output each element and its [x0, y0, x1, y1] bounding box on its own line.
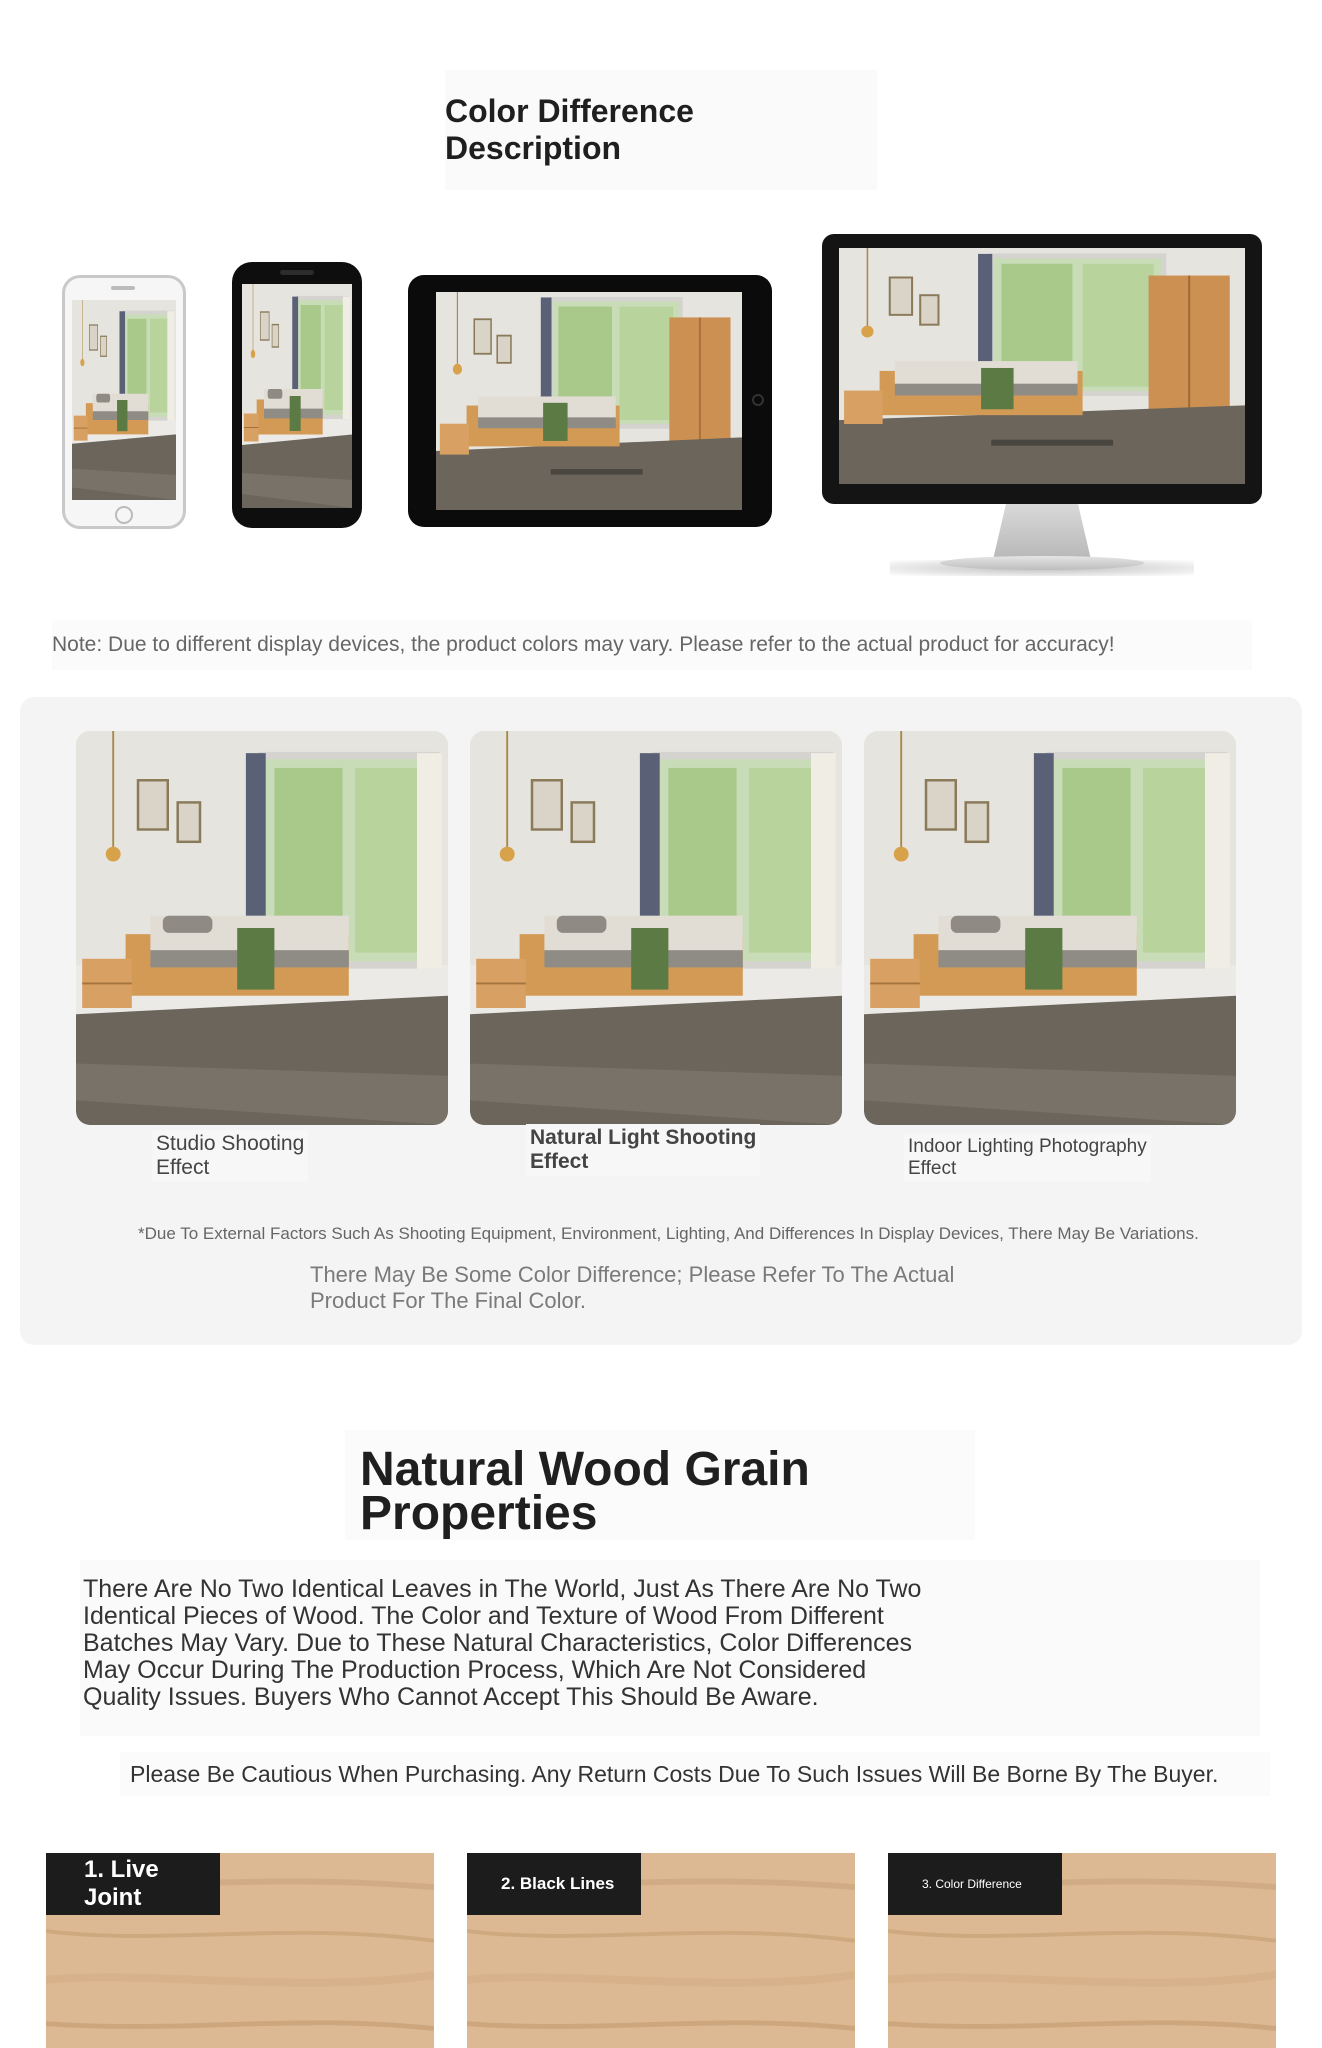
- caption-natural-light: [526, 1124, 760, 1176]
- monitor-stand: [992, 504, 1092, 564]
- phone-notch: [280, 270, 314, 275]
- color-difference-disclaimer: [310, 1262, 1010, 1314]
- purchase-caution: Please Be Cautious When Purchasing. Any Return Costs Due To Such Issues Will Be Borne By The Buyer.: [120, 1752, 1270, 1796]
- wood-sample-color-difference: [888, 1853, 1276, 2048]
- variation-disclaimer: *Due To External Factors Such As Shooting Equipment, Environment, Lighting, And Differences In Display Devices, There May Be Variations.: [138, 1224, 1199, 1243]
- caption-line: Effect: [908, 1158, 957, 1179]
- wood-sample-live-joint: [46, 1853, 434, 2048]
- monitor-screen-room-image: [839, 248, 1245, 484]
- disclaimer-line: Product For The Final Color.: [310, 1288, 586, 1313]
- phone-black-device: [232, 262, 362, 528]
- monitor-stand-base: [940, 556, 1144, 570]
- caption-line: Natural Light Shooting: [530, 1126, 757, 1149]
- phone-speaker: [111, 286, 135, 290]
- phone-white-device: [62, 275, 186, 529]
- title-line: Properties: [360, 1487, 598, 1540]
- paragraph-line: There Are No Two Identical Leaves in The World, Just As There Are No Two: [83, 1575, 922, 1603]
- studio-shooting-photo: [76, 731, 448, 1125]
- wood-sample-label: 1. Live Joint: [46, 1853, 220, 1915]
- display-note: Note: Due to different display devices, the product colors may vary. Please refer to the actual product for accuracy!: [52, 620, 1252, 670]
- phone-screen-room-image: [242, 284, 352, 508]
- caption-line: Indoor Lighting Photography: [908, 1136, 1147, 1157]
- caption-studio: [152, 1130, 308, 1182]
- disclaimer-line: There May Be Some Color Difference; Please Refer To The Actual: [310, 1262, 955, 1287]
- caption-line: Effect: [530, 1150, 589, 1173]
- paragraph-line: May Occur During The Production Process, Which Are Not Considered: [83, 1656, 867, 1684]
- paragraph-line: Quality Issues. Buyers Who Cannot Accept This Should Be Aware.: [83, 1683, 819, 1711]
- caption-line: Studio Shooting: [156, 1132, 305, 1155]
- tablet-device: [408, 275, 772, 527]
- indoor-lighting-photo: [864, 731, 1236, 1125]
- phone-screen-room-image: [72, 300, 176, 500]
- natural-light-photo: [470, 731, 842, 1125]
- tablet-camera: [752, 394, 764, 406]
- title-line: Natural Wood Grain: [360, 1443, 810, 1496]
- section-title-wood-grain: [345, 1430, 975, 1540]
- caption-line: Effect: [156, 1156, 210, 1179]
- paragraph-line: Identical Pieces of Wood. The Color and Texture of Wood From Different: [83, 1602, 884, 1630]
- tablet-screen-room-image: [436, 292, 742, 510]
- wood-sample-label: 3. Color Difference: [888, 1853, 1062, 1915]
- paragraph-line: Batches May Vary. Due to These Natural Characteristics, Color Differences: [83, 1629, 913, 1657]
- wood-sample-label: 2. Black Lines: [467, 1853, 641, 1915]
- phone-home-button: [115, 506, 133, 524]
- monitor-device: [822, 234, 1262, 504]
- wood-sample-black-lines: [467, 1853, 855, 2048]
- caption-indoor-lighting: [904, 1134, 1151, 1182]
- section-title-color-difference: Color Difference Description: [445, 70, 877, 190]
- wood-grain-paragraph: [80, 1560, 1260, 1736]
